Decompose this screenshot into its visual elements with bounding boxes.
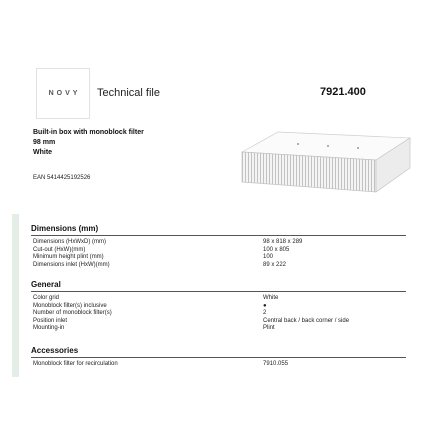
document-title: Technical file: [97, 87, 160, 99]
row-label: Cut-out (HxW)(mm): [33, 246, 86, 253]
table-row: [31, 310, 406, 318]
section-general: [31, 280, 406, 333]
row-label: Color grid: [33, 295, 60, 301]
product-description: [33, 128, 144, 158]
table-row: [31, 318, 406, 326]
row-label: Number of monoblock filter(s): [33, 310, 112, 317]
row-value: Central back / back corner / side: [263, 317, 350, 324]
section-title: General: [31, 280, 61, 289]
article-number: 7921.400: [320, 86, 366, 98]
brand-logo-text: NOVY: [48, 90, 81, 97]
row-value: 98 x 818 x 289: [263, 239, 303, 245]
row-label: Position inlet: [33, 317, 68, 324]
table-row: [31, 295, 406, 303]
section-dimensions: [31, 224, 406, 269]
section-divider: [31, 291, 406, 292]
table-row: [31, 254, 406, 262]
product-name: Built-in box with monoblock filter: [33, 129, 144, 136]
section-accessories: [31, 346, 406, 369]
product-image: [238, 124, 413, 199]
brand-logo: [36, 68, 90, 119]
row-value: 2: [263, 310, 267, 317]
section-divider: [31, 235, 406, 236]
row-label: Dimensions (HxWxD) (mm): [33, 239, 106, 245]
table-row: [31, 325, 406, 333]
table-row: [31, 361, 406, 369]
row-value: Plint: [263, 325, 275, 332]
product-color: White: [33, 149, 53, 156]
row-value: ●: [263, 302, 267, 309]
table-row: [31, 262, 406, 270]
table-row: [31, 239, 406, 247]
row-label: Dimensions inlet (HxW)(mm): [33, 261, 110, 268]
table-row: [31, 303, 406, 311]
row-value: 7910.055: [263, 361, 289, 367]
row-label: Minimum height plint (mm): [33, 254, 104, 261]
sidebar-stripe: [12, 214, 19, 377]
ean-code: EAN 5414425192526: [33, 175, 91, 181]
product-height: 98 mm: [33, 139, 56, 146]
row-label: Monoblock filter(s) inclusive: [33, 302, 107, 309]
row-label: Monoblock filter for recirculation: [33, 361, 118, 367]
section-title: Dimensions (mm): [31, 224, 99, 233]
row-value: White: [263, 295, 279, 301]
row-value: 89 x 222: [263, 261, 287, 268]
section-divider: [31, 357, 406, 358]
row-value: 100 x 805: [263, 246, 290, 253]
row-value: 100: [263, 254, 274, 261]
table-row: [31, 247, 406, 255]
section-title: Accessories: [31, 346, 79, 355]
row-label: Mounting-in: [33, 325, 65, 332]
